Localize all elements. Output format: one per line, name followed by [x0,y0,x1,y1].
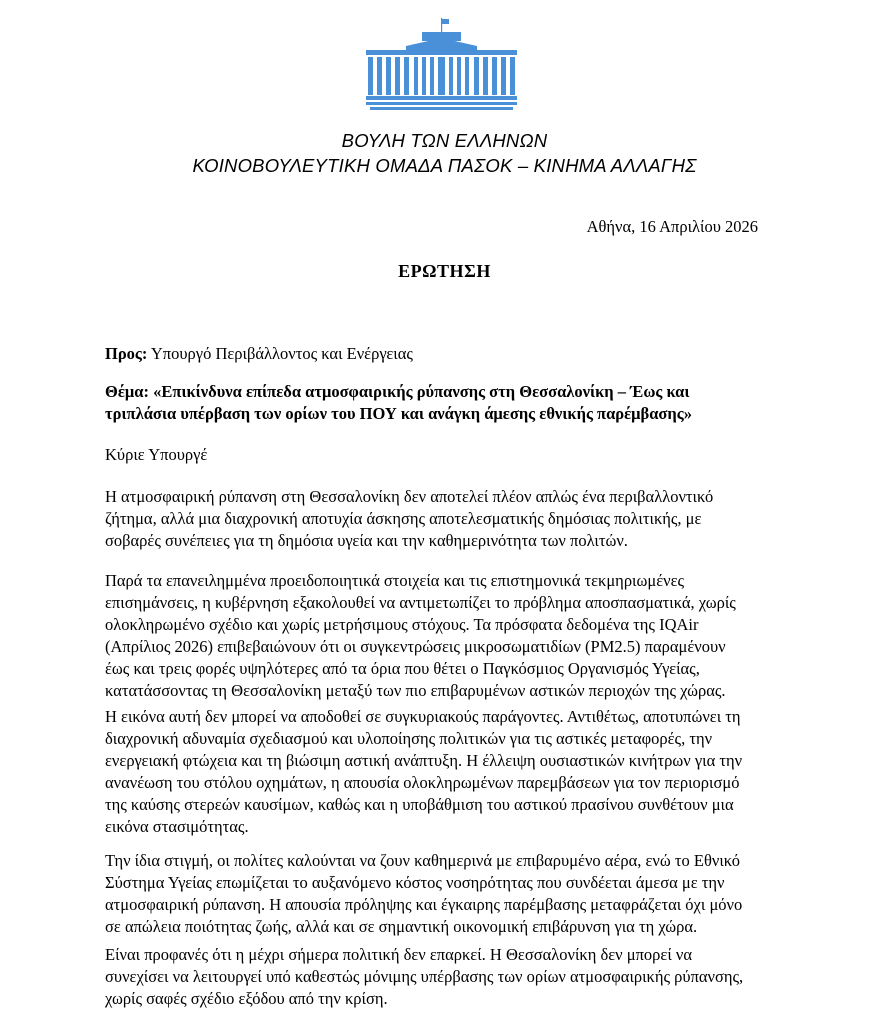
recipient-line [105,343,785,365]
paragraph-line: κατατάσσοντας τη Θεσσαλονίκη μεταξύ των πιο επιβαρυμένων αστικών περιοχών της χώρας. [105,681,726,700]
paragraph-2 [105,570,785,702]
paragraph-line: Την ίδια στιγμή, οι πολίτες καλούνται να ζουν καθημερινά με επιβαρυμένο αέρα, ενώ το Εθνικό [105,851,740,870]
paragraph-line: της καύσης στερεών καυσίμων, καθώς και η υποβάθμιση του αστικού πρασίνου συνθέτουν μια [105,795,734,814]
parliament-name: ΒΟΥΛΗ ΤΩΝ ΕΛΛΗΝΩΝ [341,130,548,151]
paragraph-5 [105,944,785,1010]
subject-block [105,381,795,425]
paragraph-line: ατμοσφαιρική ρύπανση. Η απουσία πρόληψης και έγκαιρης παρέμβασης μεταφράζεται όχι μόνο [105,895,743,914]
subject-line: Θέμα: «Επικίνδυνα επίπεδα ατμοσφαιρικής ρύπανσης στη Θεσσαλονίκη – Έως και [105,382,690,401]
recipient-label: Προς: [105,344,148,363]
parliamentary-group-name: ΚΟΙΝΟΒΟΥΛΕΥΤΙΚΗ ΟΜΑΔΑ ΠΑΣΟΚ – ΚΙΝΗΜΑ ΑΛΛΑΓΗΣ [192,155,697,176]
paragraph-3 [105,706,785,838]
paragraph-line: διαχρονική αδυναμία σχεδιασμού και υλοποίησης πολιτικών για τις αστικές μεταφορές, την [105,729,713,748]
paragraph-line: χωρίς σαφές σχέδιο εξόδου από την κρίση. [105,989,388,1008]
paragraph-line: Η ατμοσφαιρική ρύπανση στη Θεσσαλονίκη δεν αποτελεί πλέον απλώς ένα περιβαλλοντικό [105,487,714,506]
paragraph-line: Παρά τα επανειλημμένα προειδοποιητικά στοιχεία και τις επιστημονικά τεκμηριωμένες [105,571,685,590]
document-title: ΕΡΩΤΗΣΗ [398,261,491,281]
subject-line: τριπλάσια υπέρβαση των ορίων του ΠΟΥ και ανάγκη άμεσης εθνικής παρέμβασης» [105,404,692,423]
paragraph-1 [105,486,785,552]
paragraph-4 [105,850,785,938]
paragraph-line: ανανέωση του στόλου οχημάτων, η απουσία ολοκληρωμένων παρεμβάσεων για τον περιορισμό [105,773,740,792]
paragraph-line: σοβαρές συνέπειες για τη δημόσια υγεία και την καθημερινότητα των πολιτών. [105,531,628,550]
greeting: Κύριε Υπουργέ [105,445,208,464]
paragraph-line: εικόνα στασιμότητας. [105,817,249,836]
parliament-logo-icon [366,16,517,113]
paragraph-line: σε απώλεια ποιότητας ζωής, αλλά και σε σημαντική οικονομική επιβάρυνση για τη χώρα. [105,917,698,936]
paragraph-line: Σύστημα Υγείας επωμίζεται το αυξανόμενο κόστος νοσηρότητας που συνδέεται άμεσα με την [105,873,725,892]
paragraph-line: ολοκληρωμένο σχέδιο και χωρίς μετρήσιμους στόχους. Τα πρόσφατα δεδομένα της IQAir [105,615,699,634]
paragraph-line: Η εικόνα αυτή δεν μπορεί να αποδοθεί σε συγκυριακούς παράγοντες. Αντιθέτως, αποτυπώνει τη [105,707,741,726]
paragraph-line: Είναι προφανές ότι η μέχρι σήμερα πολιτική δεν επαρκεί. Η Θεσσαλονίκη δεν μπορεί να [105,945,693,964]
paragraph-line: επισημάνσεις, η κυβέρνηση εξακολουθεί να αντιμετωπίζει το πρόβλημα αποσπασματικά, χωρίς [105,593,736,612]
document-date: Αθήνα, 16 Απριλίου 2026 [586,217,758,236]
paragraph-line: ενεργειακή φτώχεια και τη βιώσιμη αστική ανάπτυξη. Η έλλειψη ουσιαστικών κινήτρων για την [105,751,743,770]
paragraph-line: συνεχίσει να λειτουργεί υπό καθεστώς μόνιμης υπέρβασης των ορίων ατμοσφαιρικής ρύπανσης, [105,967,744,986]
paragraph-line: ζήτημα, αλλά μια διαχρονική αποτυχία άσκησης αποτελεσματικής δημόσιας πολιτικής, με [105,509,702,528]
paragraph-line: έως και τρεις φορές υψηλότερες από τα όρια που θέτει ο Παγκόσμιος Οργανισμός Υγείας, [105,659,700,678]
recipient-value: Υπουργό Περιβάλλοντος και Ενέργειας [150,344,413,363]
paragraph-line: (Απρίλιος 2026) επιβεβαιώνουν ότι οι συγκεντρώσεις μικροσωματιδίων (PM2.5) παραμένουν [105,637,726,656]
